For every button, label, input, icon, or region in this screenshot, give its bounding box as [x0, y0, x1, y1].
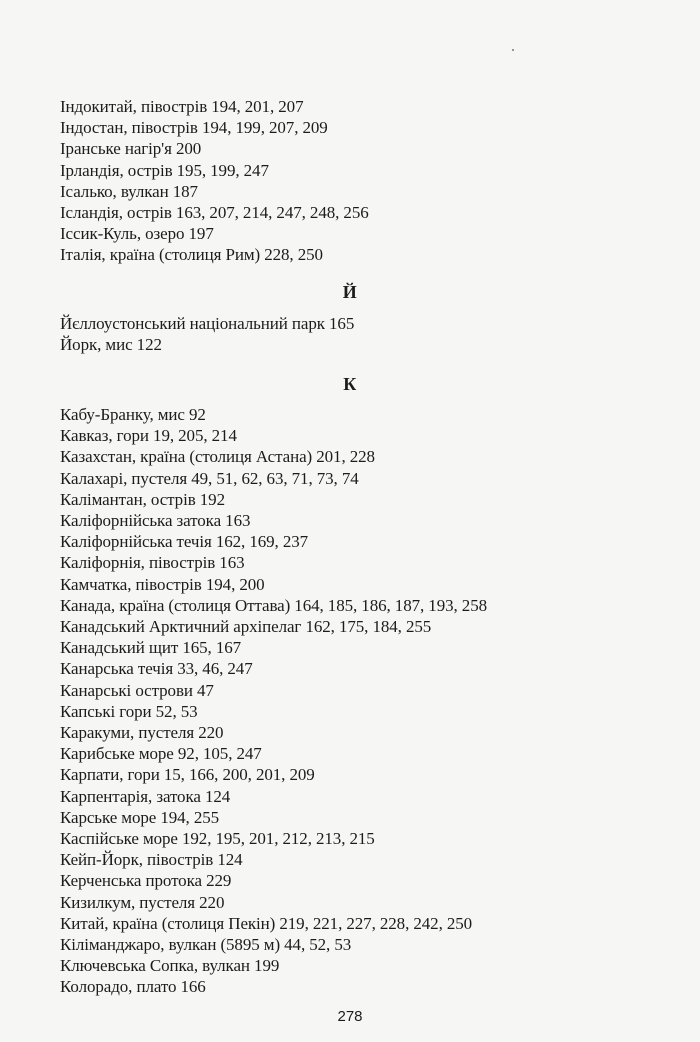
index-entry: Каліфорнія, півострів 163 [60, 553, 245, 573]
index-entry: Канадський щит 165, 167 [60, 638, 242, 658]
index-entry: Канарські острови 47 [60, 680, 214, 700]
index-entry: Калахарі, пустеля 49, 51, 62, 63, 71, 73, 74 [60, 468, 359, 488]
index-entry: Кейп-Йорк, півострів 124 [60, 850, 243, 870]
letter-heading-y: Й [342, 282, 358, 302]
index-entry: Йєллоустонський національний парк 165 [60, 314, 355, 333]
index-entry: Іранське нагір'я 200 [60, 139, 202, 159]
index-entry: Карське море 194, 255 [60, 807, 220, 827]
index-entry: Карпентарія, затока 124 [60, 786, 231, 806]
index-entry: Іссик-Куль, озеро 197 [60, 224, 214, 244]
index-entry: Калімантан, острів 192 [60, 489, 225, 509]
index-entry: Ісландія, острів 163, 207, 214, 247, 248, 256 [60, 203, 369, 223]
index-entry: Ісалько, вулкан 187 [60, 181, 198, 201]
index-entry: Кавказ, гори 19, 205, 214 [60, 426, 237, 446]
index-entry: Кизилкум, пустеля 220 [60, 892, 225, 912]
index-entry: Ключевська Сопка, вулкан 199 [60, 956, 280, 976]
index-entry: Кабу-Бранку, мис 92 [60, 405, 206, 424]
index-entry: Йорк, мис 122 [60, 335, 162, 355]
index-entry: Китай, країна (столиця Пекін) 219, 221, 227, 228, 242, 250 [60, 913, 473, 933]
index-entry: Італія, країна (столиця Рим) 228, 250 [60, 245, 323, 265]
index-section-k [60, 404, 680, 998]
index-entry: Каспійське море 192, 195, 201, 212, 213, 215 [60, 829, 375, 849]
index-entry: Керченська протока 229 [60, 871, 232, 891]
index-entry: Каракуми, пустеля 220 [60, 723, 224, 743]
index-entry: Індокитай, півострів 194, 201, 207 [60, 97, 304, 116]
index-entry: Індостан, півострів 194, 199, 207, 209 [60, 118, 328, 138]
index-entry: Каліфорнійська затока 163 [60, 511, 251, 531]
index-entry: Карибське море 92, 105, 247 [60, 744, 262, 764]
index-section-i [60, 96, 680, 266]
page-speck [512, 49, 514, 51]
index-entry: Канадський Арктичний архіпелаг 162, 175, 184, 255 [60, 617, 432, 637]
index-section-y [60, 313, 680, 355]
index-entry: Карпати, гори 15, 166, 200, 201, 209 [60, 765, 315, 785]
index-entry: Ірландія, острів 195, 199, 247 [60, 160, 269, 180]
index-entry: Камчатка, півострів 194, 200 [60, 574, 265, 594]
index-entry: Каліфорнійська течія 162, 169, 237 [60, 532, 309, 552]
index-entry: Казахстан, країна (столиця Астана) 201, 228 [60, 447, 375, 467]
index-entry: Кіліманджаро, вулкан (5895 м) 44, 52, 53 [60, 935, 352, 955]
index-entry: Капські гори 52, 53 [60, 701, 198, 721]
index-entry: Канарська течія 33, 46, 247 [60, 659, 253, 679]
letter-heading-k: К [343, 374, 357, 394]
page-number: 278 [337, 1008, 363, 1025]
index-entry: Канада, країна (столиця Оттава) 164, 185, 186, 187, 193, 258 [60, 595, 488, 615]
index-entry: Колорадо, плато 166 [60, 977, 206, 997]
